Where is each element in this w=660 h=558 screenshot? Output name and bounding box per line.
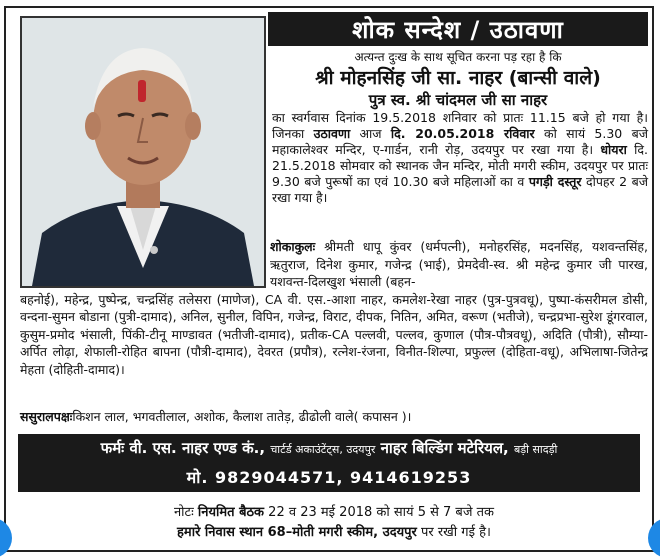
firm-prefix: फर्मः (100, 439, 125, 457)
details-text-3: को सायं 5.30 बजे महाकालेश्वर मन्दिर, ए-गार्डन, रानी रोड़, उदयपुर पर रखा गया है। (272, 126, 649, 157)
firm-banner (18, 434, 640, 492)
inlaws-line (20, 408, 648, 425)
deceased-name: श्री मोहनसिंह जी सा. नाहर (बान्सी वाले) (315, 67, 601, 89)
mourners-first-lines: श्रीमती धापू कुंवर (धर्मपत्नी), मनोहरसिंह, मदनसिंह, यशवन्तसिंह, ऋतुराज, दिनेश कुमार, गजेन्द्र (भाई), प्रेमदेवी-स्व. श्री महेन्द्र कुमार जी पारख, यशवन्त-दिलखुश भंसाली (बहन- (270, 239, 648, 289)
firm-phone: मो. 9829044571, 9414619253 (186, 468, 472, 487)
details-text-2: आज (350, 126, 391, 141)
obituary-notice (4, 6, 654, 552)
pagdi-label: पगड़ी दस्तूर (528, 174, 582, 189)
firm-name: वी. एस. नाहर एण्ड कं., (129, 439, 266, 457)
note-label: नोटः (173, 505, 194, 520)
note-residence: हमारे निवास स्थान 68–मोती मगरी स्कीम, उदयपुर (177, 525, 417, 540)
meeting-note (20, 502, 648, 520)
notice-subtitle: अत्यन्त दुःख के साथ सूचित करना पड़ रहा है कि (354, 50, 562, 64)
firm-location: बड़ी सादड़ी (513, 443, 558, 456)
firm-line (18, 438, 640, 458)
notice-title: शोक सन्देश / उठावणा (268, 12, 648, 46)
dhoyra-label: धोयरा (600, 142, 627, 157)
uthavna-date: दि. 20.05.2018 रविवार (390, 126, 535, 141)
note-meeting: नियमित बैठक (197, 505, 265, 520)
father-name: पुत्र स्व. श्री चांदमल जी सा नाहर (368, 91, 548, 109)
note-line1-rest: 22 व 23 मई 2018 को सायं 5 से 7 बजे तक (264, 505, 495, 520)
firm-second: नाहर बिल्डिंग मटेरियल, (380, 439, 509, 457)
inlaws-text: किशन लाल, भगवतीलाल, अशोक, कैलाश तातेड़, ढीढोली वाले( कपासन )। (72, 409, 412, 424)
mourners-label: शोकाकुलः (270, 239, 316, 254)
inlaws-label: ससुरालपक्षः (20, 409, 73, 424)
note-line2-rest: पर रखी गई है। (416, 525, 491, 540)
firm-tagline: चार्टर्ड अकाउंटेंट्स, उदयपुर (270, 443, 376, 456)
mourners-list (20, 238, 648, 378)
mourners-rest: बहनोई), महेन्द्र, पुष्पेन्द्र, चन्द्रसिंह तलेसरा (माणेज), CA वी. एस.-आशा नाहर, कमलेश-रेखा नाहर (पुत्र-पुत्रवधू), पुष्पा-कंसरीमल डोसी, वन्दना-सुमन बोडाना (पुत्री-दामाद), अनिल, सुनील, विपिन, गजेन्द्र, विराट, दीपक, नितिन, अमित, वरूण (भतीजे), चन्द्रप्रभा-सुरेश डूंगरवाल, कुसुम-प्रमोद भंसाली, पिंकी-टीनू माण्डावत (भतीजी-दामाद), प्रतीक-CA पल्लवी, पल्लव, कुणाल (पौत्र-पौत्रवधू), अदिति (पौत्री), सौम्या-अर्पित लोढ़ा, शेफाली-रोहित बापना (पौत्री-दामाद), देवरत (प्रपौत्र), रत्नेश-रंजना, विनीत-शिल्पा, प्रफुल्ल (दोहिता-वधू), अभिलाषा-जितेन्द्र मेहता (दोहिती-दामाद)। (20, 291, 648, 377)
details-text-1: का स्वर्गवास दिनांक 19.5.2018 शनिवार को प्रातः 11.15 बजे हो गया है। जिनका (272, 110, 648, 141)
details-text-4: दि. 21.5.2018 सोमवार को स्थानक जैन मन्दिर, मोती मगरी स्कीम, उदयपुर पर प्रातः 9.30 बजे पुरूषों का एवं 10.30 बजे महिलाओं का व (272, 142, 648, 189)
details-text-5: दोपहर 2 बजे रखा गया है। (272, 174, 648, 205)
funeral-details (272, 110, 648, 206)
residence-note (20, 522, 648, 540)
mourners-first-block (270, 238, 648, 291)
uthavna-label: उठावणा (313, 126, 351, 141)
